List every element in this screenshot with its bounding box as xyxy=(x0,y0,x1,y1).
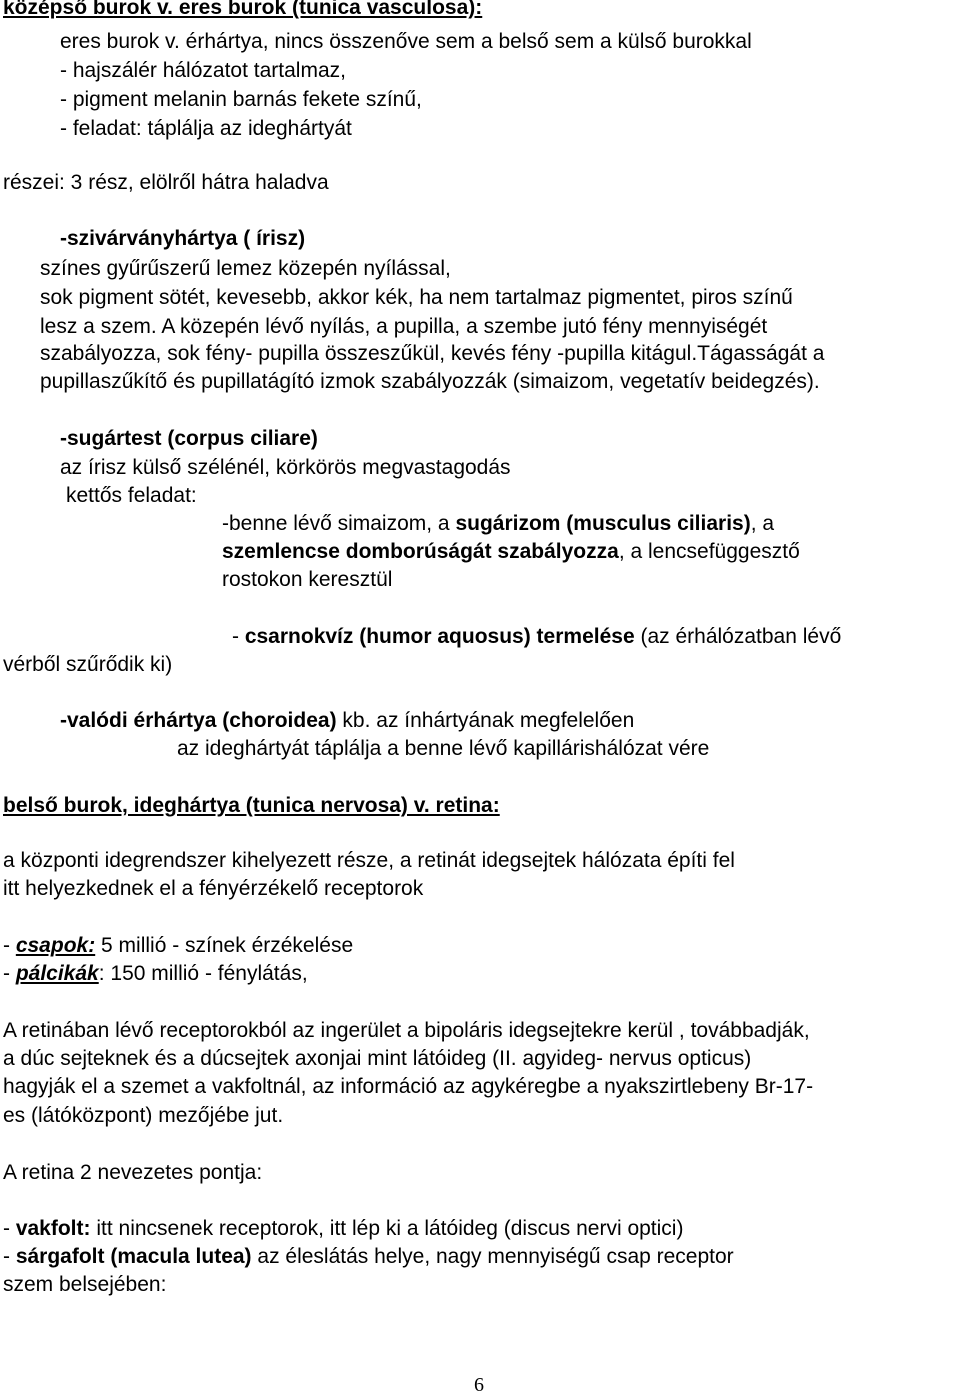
text-line: szem belsejében: xyxy=(3,1273,167,1296)
text-line: lesz a szem. A közepén lévő nyílás, a pupilla, a szembe jutó fény mennyiségét xyxy=(40,315,768,338)
section-heading-vascular: középső burok v. eres burok (tunica vasculosa): xyxy=(3,0,483,19)
bold-term: sugárizom (musculus ciliaris) xyxy=(455,512,751,535)
bold-term: sárgafolt (macula lutea) xyxy=(15,1245,252,1268)
text-line: kettős feladat: xyxy=(66,484,197,507)
text-line: a központi idegrendszer kihelyezett része, a retinát idegsejtek hálózata építi fel xyxy=(3,849,735,872)
text-line: itt helyezkednek el a fényérzékelő receptorok xyxy=(3,877,424,900)
subheading-ciliary: -sugártest (corpus ciliare) xyxy=(60,427,318,450)
text-line: az ideghártyát táplálja a benne lévő kapillárishálózat vére xyxy=(177,737,710,760)
text-line: A retinában lévő receptorokból az ingerület a bipoláris idegsejtekre kerül , továbbadják, xyxy=(3,1019,810,1042)
text-run: (az érhálózatban lévő xyxy=(634,625,842,648)
text-line: A retina 2 nevezetes pontja: xyxy=(3,1161,263,1184)
text-run: kb. az ínhártyának megfelelően xyxy=(336,709,635,732)
text-line: a dúc sejteknek és a dúcsejtek axonjai mint látóideg (II. agyideg- nervus opticus) xyxy=(3,1047,752,1070)
text-run: 5 millió - színek érzékelése xyxy=(95,934,354,957)
text-line: rostokon keresztül xyxy=(222,568,393,591)
text-run: - xyxy=(3,1217,16,1240)
bold-term: csapok: xyxy=(15,934,96,957)
text-line xyxy=(222,539,800,565)
text-line: eres burok v. érhártya, nincs összenőve sem a belső sem a külső burokkal xyxy=(60,30,752,53)
text-run: - xyxy=(3,962,16,985)
text-line xyxy=(60,708,634,734)
list-item: - hajszálér hálózatot tartalmaz, xyxy=(60,59,346,82)
text-line: az írisz külső szélénél, körkörös megvastagodás xyxy=(60,456,511,479)
section-heading-retina: belső burok, ideghártya (tunica nervosa) v. retina: xyxy=(3,794,500,817)
bold-term: szemlencse domborúságát szabályozza xyxy=(222,540,619,563)
text-line: es (látóközpont) mezőjébe jut. xyxy=(3,1104,284,1127)
list-item-cones xyxy=(3,933,353,959)
list-item-rods xyxy=(3,961,308,987)
text-run: - xyxy=(3,1245,16,1268)
text-line: színes gyűrűszerű lemez közepén nyílással, xyxy=(40,257,451,280)
text-run: - xyxy=(232,625,245,648)
text-run: , a lencsefüggesztő xyxy=(618,540,800,563)
list-item: - feladat: táplálja az ideghártyát xyxy=(60,117,352,140)
text-run: : 150 millió - fénylátás, xyxy=(98,962,308,985)
subheading-iris: -szivárványhártya ( írisz) xyxy=(60,227,306,250)
text-line: pupillaszűkítő és pupillatágító izmok szabályozzák (simaizom, vegetatív beidegzés). xyxy=(40,370,820,393)
subheading-choroid: -valódi érhártya (choroidea) xyxy=(60,709,337,732)
bold-term: vakfolt: xyxy=(15,1217,91,1240)
bold-term: csarnokvíz (humor aquosus) termelése xyxy=(244,625,635,648)
text-line: sok pigment sötét, kevesebb, akkor kék, ha nem tartalmaz pigmentet, piros színű xyxy=(40,286,793,309)
list-item: - pigment melanin barnás fekete színű, xyxy=(60,88,422,111)
page-number: 6 xyxy=(474,1374,484,1396)
text-run: - xyxy=(3,934,16,957)
text-line: vérből szűrődik ki) xyxy=(3,653,173,676)
text-run: az éleslátás helye, nagy mennyiségű csap receptor xyxy=(251,1245,734,1268)
text-line: részei: 3 rész, elölről hátra haladva xyxy=(3,171,329,194)
list-item-blind-spot xyxy=(3,1216,683,1242)
bold-term: pálcikák xyxy=(15,962,99,985)
text-line xyxy=(232,624,841,650)
text-run: itt nincsenek receptorok, itt lép ki a látóideg (discus nervi optici) xyxy=(90,1217,684,1240)
text-line xyxy=(222,511,774,537)
list-item-macula xyxy=(3,1244,734,1270)
text-run: -benne lévő simaizom, a xyxy=(222,512,456,535)
text-run: , a xyxy=(750,512,775,535)
text-line: szabályozza, sok fény- pupilla összeszűkül, kevés fény -pupilla kitágul.Tágasságát a xyxy=(40,342,825,365)
text-line: hagyják el a szemet a vakfoltnál, az információ az agykéregbe a nyakszirtlebeny Br-17- xyxy=(3,1075,814,1098)
